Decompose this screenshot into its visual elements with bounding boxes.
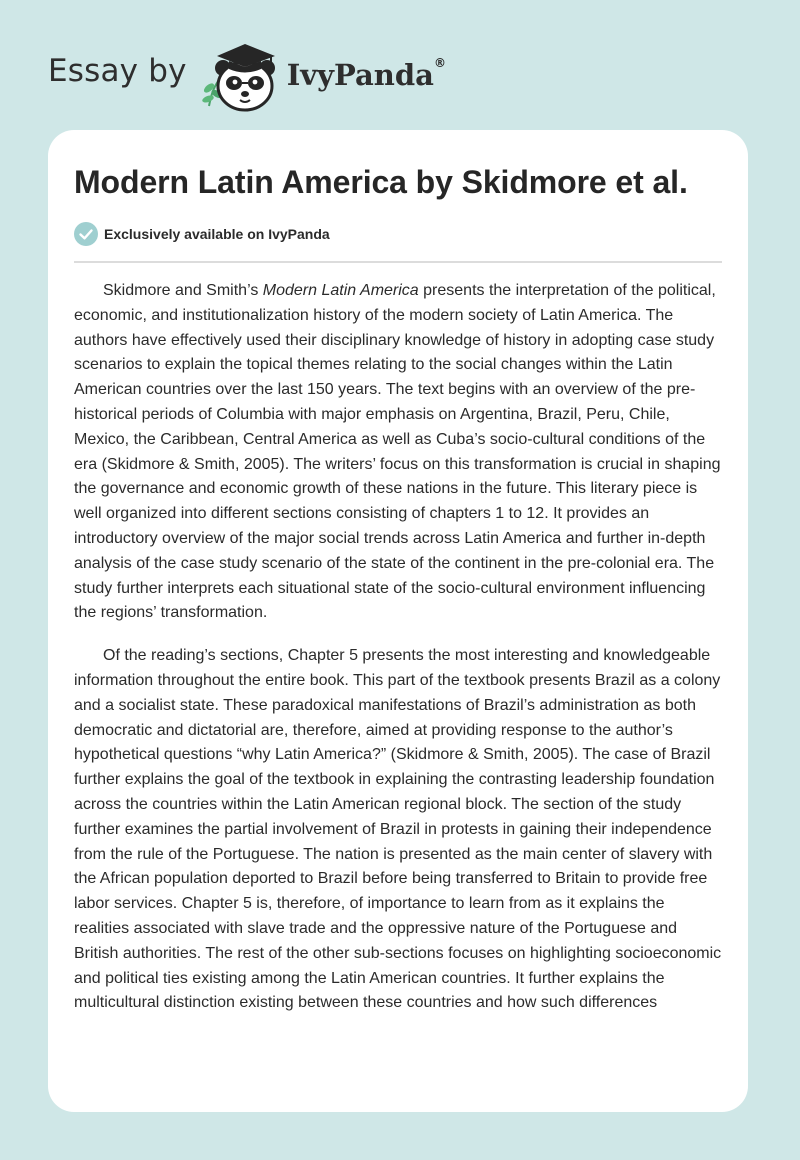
essay-body xyxy=(74,279,724,1034)
page-title: Modern Latin America by Skidmore et al. xyxy=(74,164,688,200)
exclusive-badge xyxy=(74,222,330,246)
ivypanda-wordmark[interactable] xyxy=(287,58,446,92)
exclusive-badge-label: Exclusively available on IvyPanda xyxy=(104,226,330,242)
title-divider xyxy=(74,261,722,263)
trademark-symbol: ® xyxy=(433,56,446,70)
site-header xyxy=(48,34,446,114)
brand-name-text: IvyPanda xyxy=(286,58,434,92)
paragraph-1-text: presents the interpretation of the political, economic, and institutionalization history of the modern society of Latin America. The authors have effectively used their disciplinary knowledge of history in adopting case study scenarios to explain the topical themes relating to the social changes within the Latin American countries over the last 150 years. The text begins with an overview of the pre-historical periods of Columbia with major emphasis on Argentina, Brazil, Peru, Chile, Mexico, the Caribbean, Central America as well as Cuba’s socio-cultural conditions of the era (Skidmore & Smith, 2005). The writers’ focus on this transformation is crucial in shaping the governance and economic growth of these nations in the future. This literary piece is well organized into different sections consisting of chapters 1 to 12. It provides an introductory overview of the major social trends across Latin America and further in-depth analysis of the case study scenario of the state of the continent in the pre-colonial era. The study further interprets each situational state of the socio-cultural environment influencing the regions’ transformation. xyxy=(74,282,721,622)
essay-card xyxy=(48,130,748,1112)
essay-by-label: Essay by xyxy=(48,53,187,89)
paragraph-1 xyxy=(74,279,724,626)
paragraph-2 xyxy=(74,644,724,1016)
book-title-emphasis: Modern Latin America xyxy=(262,282,419,299)
check-circle-icon xyxy=(74,222,98,246)
panda-logo-icon[interactable] xyxy=(199,36,283,112)
paragraph-2-text: Of the reading’s sections, Chapter 5 presents the most interesting and knowledgeable information throughout the entire book. This part of the textbook presents Brazil as a colony and a socialist state. These paradoxical manifestations of Brazil’s administration as both democratic and dictatorial are, therefore, aimed at providing response to the author’s hypothetical questions “why Latin America?” (Skidmore & Smith, 2005). The case of Brazil further explains the goal of the textbook in explaining the contrasting leadership foundation across the countries within the Latin American regional block. The section of the study further examines the partial involvement of Brazil in protests in gaining their independence from the rule of the Portuguese. The nation is presented as the main center of slavery with the African population deported to Brazil before being transferred to Britain to provide free labor services. Chapter 5 is, therefore, of importance to learn from as it explains the realities associated with slave trade and the oppressive nature of the Portuguese and British authorities. The rest of the other sub-sections focuses on highlighting socioeconomic and political ties existing among the Latin American countries. It further explains the multicultural distinction existing between these countries and how such differences xyxy=(74,647,722,1012)
paragraph-1-lead: Skidmore and Smith’s xyxy=(103,282,263,299)
